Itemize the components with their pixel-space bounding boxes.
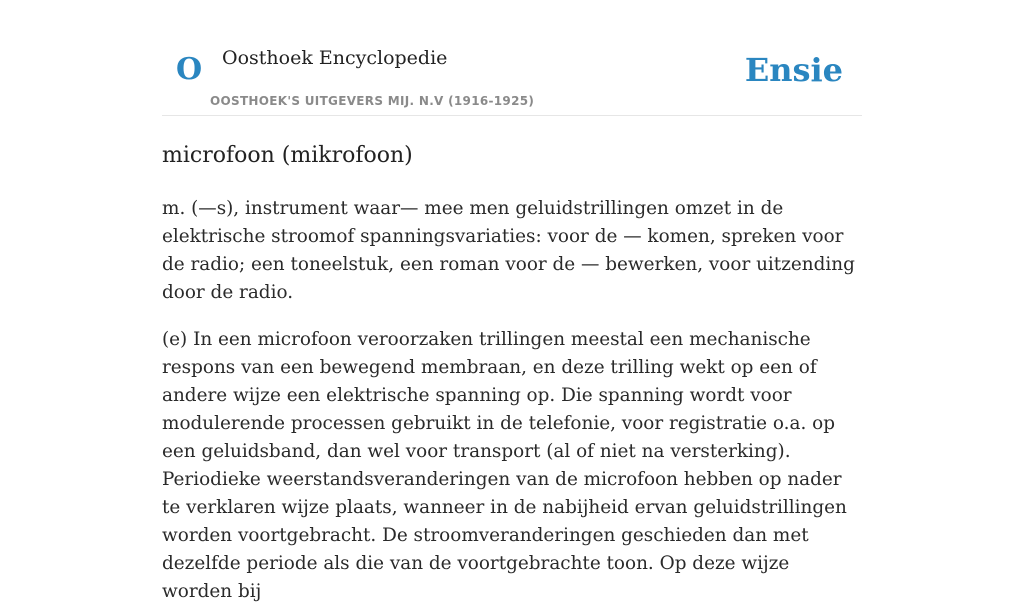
- entry-body: [162, 195, 862, 606]
- brand-logo[interactable]: Ensie: [744, 51, 843, 89]
- site-title[interactable]: Oosthoek Encyclopedie: [222, 47, 448, 69]
- page: [162, 0, 862, 606]
- index-letter[interactable]: O: [176, 52, 203, 87]
- site-header: [162, 0, 862, 116]
- entry-title: microfoon (mikrofoon): [162, 143, 413, 168]
- entry-paragraph-1: m. (—s), instrument waar— mee men geluidstrillingen omzet in de elektrische stroomof spanningsvariaties: voor de — komen, spreken voor de radio; een toneelstuk, een roman voor de — bewerken, voor uitzending door de radio.: [162, 198, 855, 303]
- site-subtitle: OOSTHOEK'S UITGEVERS MIJ. N.V (1916-1925): [210, 94, 535, 108]
- entry-paragraph-2: (e) In een microfoon veroorzaken trillingen meestal een mechanische respons van een bewegend membraan, en deze trilling wekt op een of andere wijze een elektrische spanning op. Die spanning wordt voor modulerende processen gebruikt in de telefonie, voor registratie o.a. op een geluidsband, dan wel voor transport (al of niet na versterking). Periodieke weerstandsveranderingen van de microfoon hebben op nader te verklaren wijze plaats, wanneer in de nabijheid ervan geluidstrillingen worden voortgebracht. De stroomveranderingen geschieden dan met dezelfde periode als die van de voortgebrachte toon. Op deze wijze worden bij: [162, 329, 847, 602]
